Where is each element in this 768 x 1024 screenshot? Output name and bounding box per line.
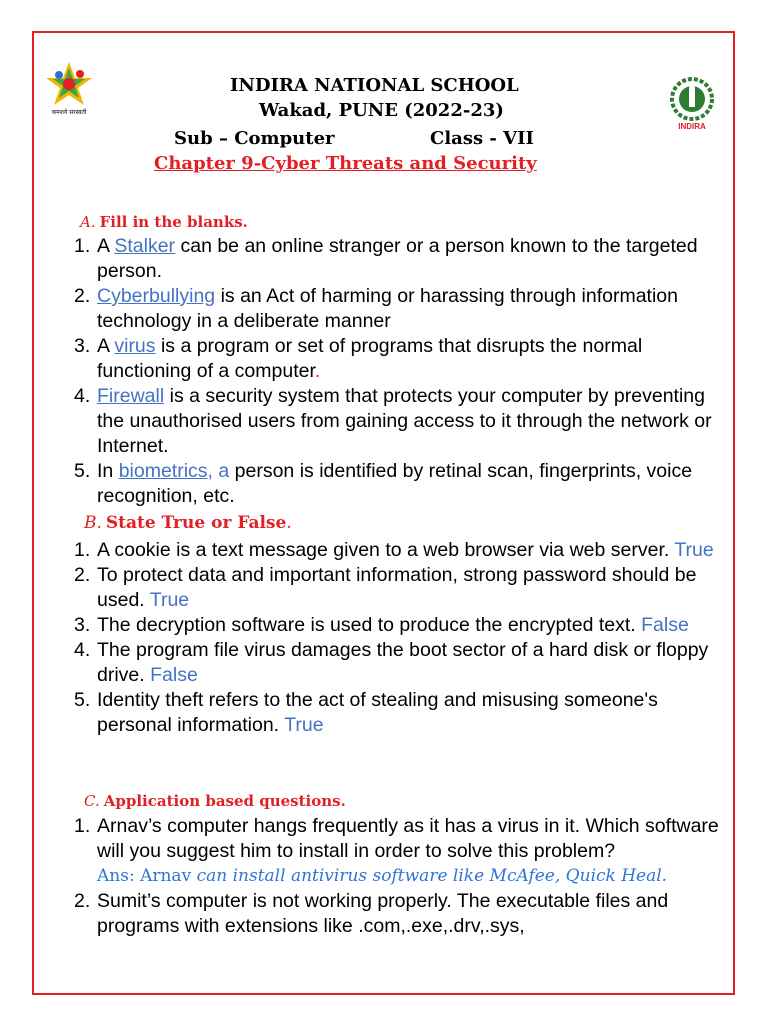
answer: True [149,589,190,611]
answer: True [284,714,324,736]
svg-text:कमशये सरस्वती: कमशये सरस्वती [51,109,87,116]
list-item: 1. Arnav’s computer hangs frequently as it has a virus in it. Which software will you suggest him to install in order to solve this problem? Ans: Arnav can install antivirus software like McAfee, Quick Heal. [74,814,734,889]
indira-logo [660,75,724,131]
section-b-list [74,538,734,738]
section-a-list [74,234,734,509]
list-item: 1. A cookie is a text message given to a web browser via web server. True [74,539,714,561]
answer: Ans: Arnav can install antivirus software like McAfee, Quick Heal. [97,866,668,886]
chapter-title: Chapter 9-Cyber Threats and Security [154,153,537,174]
page-border [32,31,735,995]
school-location: Wakad, PUNE (2022-23) [259,100,504,121]
list-item: 4. Firewall is a security system that protects your computer by preventing the unauthorised users from gaining access to it through the network or Internet. [74,385,712,457]
list-item: 2. Cyberbullying is an Act of harming or harassing through information technology in a deliberate manner [74,285,678,332]
answer: False [150,664,198,686]
list-item: 5. Identity theft refers to the act of stealing and misusing someone's personal information. True [74,689,658,736]
list-item: 5. In biometrics, a person is identified by retinal scan, fingerprints, voice recognition, etc. [74,460,693,507]
answer: biometrics, [118,460,213,482]
list-item: 4. The program file virus damages the boot sector of a hard disk or floppy drive. False [74,639,709,686]
section-c-list [74,814,734,939]
list-item: 2. Sumit’s computer is not working properly. The executable files and programs with extensions like .com,.exe,.drv,.sys, [74,890,669,937]
answer: virus [114,335,156,357]
school-logo [44,60,94,116]
answer: Stalker [114,235,176,257]
list-item: 3. The decryption software is used to produce the encrypted text. False [74,614,689,636]
list-item: 2. To protect data and important information, strong password should be used. True [74,564,697,611]
section-a-heading: A. Fill in the blanks. [80,213,248,231]
answer: True [674,539,714,561]
class-label: Class - VII [430,128,534,149]
list-item: 1. A Stalker can be an online stranger or a person known to the targeted person. [74,235,698,282]
svg-text:INDIRA: INDIRA [678,122,706,131]
answer: False [641,614,689,636]
section-b-heading: B. State True or False. [84,513,292,533]
subject-label: Sub – Computer [174,128,335,149]
list-item: 3. A virus is a program or set of programs that disrupts the normal functioning of a computer. [74,335,643,382]
school-name: INDIRA NATIONAL SCHOOL [230,75,519,96]
answer: Cyberbullying [97,285,216,307]
answer: Firewall [97,385,165,407]
section-c-heading: C. Application based questions. [84,792,346,810]
